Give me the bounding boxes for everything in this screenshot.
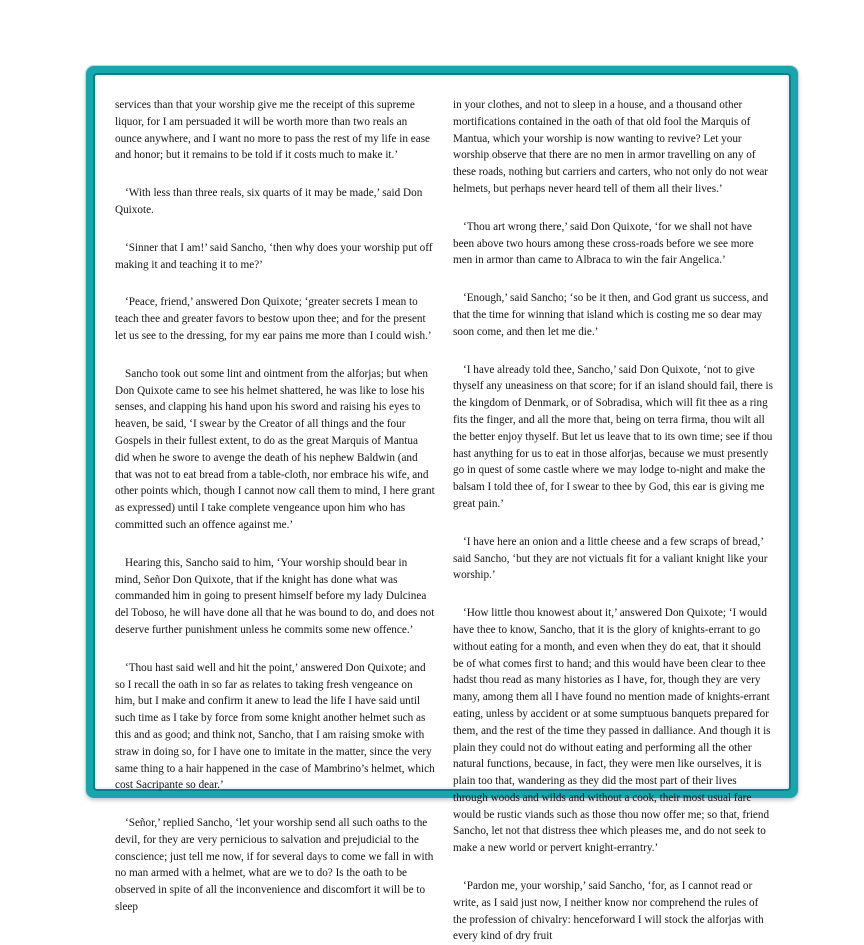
paragraph: in your clothes, and not to sleep in a house, and a thousand other mortifications contained in the oath of that old fool the Marquis of Mantua, which your worship is now wanting to revive? Let your worship observe that there are no men in armor travelling on any of these roads, nothing but carriers and carters, who not only do not wear helmets, but perhaps never heard tell of them all their lives.’ bbox=[453, 99, 769, 195]
paragraph: services than that your worship give me the receipt of this supreme liquor, for I am persuaded it will be worth more than two reals an ounce anywhere, and I want no more to pass the rest of my life in ease and honor; but it remains to be told if it costs much to make it.’ bbox=[115, 99, 431, 162]
paragraph: ‘I have here an onion and a little cheese and a few scraps of bread,’ said Sancho, ‘but they are not victuals fit for a valiant knight like your worship.’ bbox=[453, 535, 768, 582]
page-panel bbox=[93, 73, 791, 943]
book-page bbox=[115, 97, 774, 943]
paragraph: Hearing this, Sancho said to him, ‘Your worship should bear in mind, Señor Don Quixote, that if the knight has done what was commanded him in going to present himself before my lady Dulcinea del Toboso, he will have done all that he was bound to do, and does not deserve further punishment unless he commits some new offence.’ bbox=[115, 556, 435, 636]
paragraph: ‘Enough,’ said Sancho; ‘so be it then, and God grant us success, and that the time for winning that island which is costing me so dear may soon come, and then let me die.’ bbox=[453, 292, 769, 338]
paragraph: ‘Thou art wrong there,’ said Don Quixote, ‘for we shall not have been above two hours among these cross-roads before we see more men in armor than came to Albraca to win the fair Angelica.’ bbox=[453, 220, 754, 267]
paragraph: ‘Sinner that I am!’ said Sancho, ‘then why does your worship put off making it and teaching it to me?’ bbox=[115, 241, 433, 271]
paragraph: ‘With less than three reals, six quarts of it may be made,’ said Don Quixote. bbox=[115, 187, 423, 216]
paragraph: Sancho took out some lint and ointment from the alforjas; but when Don Quixote came to see his helmet shattered, he was like to lose his senses, and clapping his hand upon his sword and raising his eyes to heaven, be said, ‘I swear by the Creator of all things and the four Gospels in their fullest extent, to do as the great Marquis of Mantua did when he swore to avenge the death of his nephew Baldwin (and that was not to eat bread from a table-cloth, nor embrace his wife, and other points which, though I cannot now call them to mind, I here grant as expressed) until I take complete vengeance upon him who has committed such an offence against me.’ bbox=[115, 367, 435, 531]
left-column bbox=[115, 97, 435, 914]
paragraph: ‘Pardon me, your worship,’ said Sancho, ‘for, as I cannot read or write, as I said just now, I neither know nor comprehend the rules of the profession of chivalry: henceforward I will stock the alforjas with every kind of dry fruit bbox=[453, 880, 764, 943]
paragraph: ‘Thou hast said well and hit the point,’ answered Don Quixote; and so I recall the oath in so far as relates to taking fresh vengeance on him, but I make and confirm it anew to lead the life I have said until such time as I take by force from some knight another helmet such as this and as good; and think not, Sancho, that I am raising smoke with straw in doing so, for I have one to imitate in the matter, since the very same thing to a hair happened in the case of Mambrino’s helmet, which cost Sacripante so dear.’ bbox=[115, 661, 435, 792]
paragraph: ‘Peace, friend,’ answered Don Quixote; ‘greater secrets I mean to teach thee and greater favors to bestow upon thee; and for the present let us see to the dressing, for my ear pains me more than I could wish.’ bbox=[115, 296, 432, 342]
page-frame bbox=[86, 66, 798, 943]
right-column bbox=[453, 97, 774, 943]
paragraph: ‘How little thou knowest about it,’ answered Don Quixote; ‘I would have thee to know, Sancho, that it is the glory of knights-errant to go without eating for a month, and even when they do eat, that it should be of what comes first to hand; and this would have been clear to thee hadst thou read as many histories as I have, for, though they are very many, among them all I have found no mention made of knights-errant eating, unless by accident or at some sumptuous banquets prepared for them, and the rest of the time they passed in dalliance. And though it is plain they could not do without eating and performing all the other natural functions, because, in fact, they were men like ourselves, it is plain too that, wandering as they did the most part of their lives through woods and wilds and without a cook, their most usual fare would be rustic viands such as those thou now offer me; so that, friend Sancho, let not that distress thee which pleases me, and do not seek to make a new world or pervert knight-errantry.’ bbox=[453, 607, 771, 855]
paragraph: ‘I have already told thee, Sancho,’ said Don Quixote, ‘not to give thyself any uneasiness on that score; for if an island should fail, there is the kingdom of Denmark, or of Sobradisa, which will fit thee as a ring fits the finger, and all the more that, being on terra firma, thou wilt all the better enjoy thyself. But let us leave that to its own time; see if thou hast anything for us to eat in those alforjas, because we must presently go in quest of some castle where we may lodge to-night and make the balsam I told thee of, for I swear to thee by God, this ear is giving me great pain.’ bbox=[453, 363, 774, 510]
paragraph: ‘Señor,’ replied Sancho, ‘let your worship send all such oaths to the devil, for they are very pernicious to salvation and prejudicial to the conscience; just tell me now, if for several days to come we fall in with no man armed with a helmet, what are we to do? Is the oath to be observed in spite of all the inconvenience and discomfort it will be to sleep bbox=[115, 817, 434, 914]
